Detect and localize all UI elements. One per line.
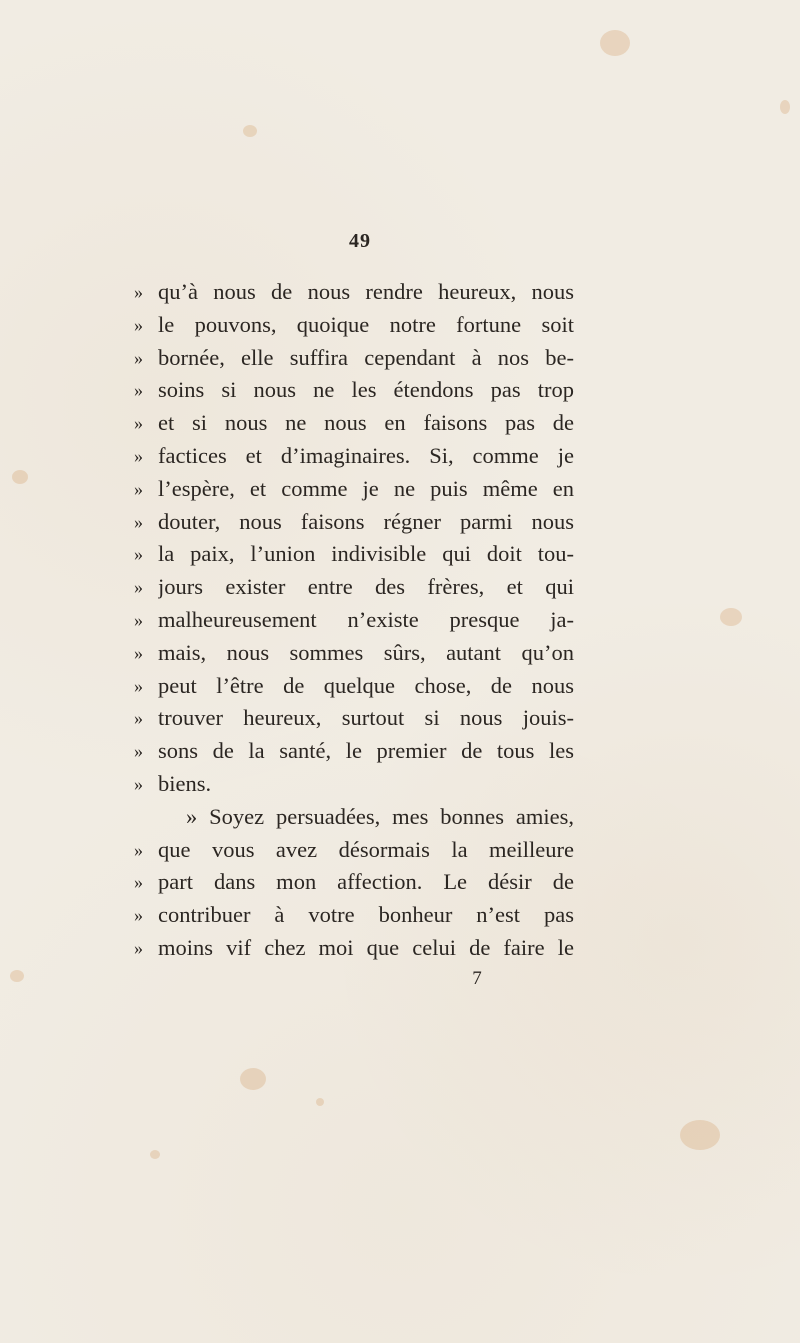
text-line bbox=[134, 407, 574, 440]
quote-mark: » bbox=[134, 905, 143, 926]
line-text: et si nous ne nous en faisons pas de bbox=[158, 410, 574, 436]
quote-mark: » bbox=[134, 413, 143, 434]
quote-mark: » bbox=[134, 511, 143, 532]
text-line bbox=[134, 670, 574, 703]
text-line bbox=[134, 506, 574, 539]
quote-mark: » bbox=[134, 347, 143, 368]
foxing-spot bbox=[243, 125, 257, 137]
page-number: 49 bbox=[349, 230, 371, 252]
line-text: biens. bbox=[158, 770, 212, 796]
line-text: le pouvons, quoique notre fortune soit bbox=[158, 311, 574, 337]
line-text: la paix, l’union indivisible qui doit tou- bbox=[158, 541, 574, 567]
line-text: trouver heureux, surtout si nous jouis- bbox=[158, 705, 574, 731]
text-line bbox=[134, 342, 574, 375]
line-text: douter, nous faisons régner parmi nous bbox=[158, 508, 574, 534]
text-line bbox=[134, 899, 574, 932]
quote-mark: » bbox=[134, 478, 143, 499]
quote-mark: » bbox=[134, 445, 143, 466]
foxing-spot bbox=[600, 30, 630, 56]
foxing-spot bbox=[680, 1120, 720, 1150]
line-text: moins vif chez moi que celui de faire le bbox=[158, 934, 574, 960]
text-line bbox=[134, 538, 574, 571]
line-text: que vous avez désormais la meilleure bbox=[158, 836, 574, 862]
text-line bbox=[134, 276, 574, 309]
quote-mark bbox=[134, 801, 158, 834]
line-text: part dans mon affection. Le désir de bbox=[158, 869, 574, 895]
quote-mark: » bbox=[134, 773, 143, 794]
line-text: soins si nous ne les étendons pas trop bbox=[158, 377, 574, 403]
text-line bbox=[134, 834, 574, 867]
line-text: l’espère, et comme je ne puis même en bbox=[158, 475, 574, 501]
text-line bbox=[134, 866, 574, 899]
line-text: factices et d’imaginaires. Si, comme je bbox=[158, 442, 574, 468]
line-text: mais, nous sommes sûrs, autant qu’on bbox=[158, 639, 574, 665]
quote-mark: » bbox=[134, 544, 143, 565]
foxing-spot bbox=[316, 1098, 324, 1106]
quote-mark: » bbox=[134, 741, 143, 762]
quote-mark: » bbox=[134, 380, 143, 401]
line-text: peut l’être de quelque chose, de nous bbox=[158, 672, 574, 698]
quote-mark: » bbox=[134, 314, 143, 335]
foxing-spot bbox=[240, 1068, 266, 1090]
quote-mark: » bbox=[134, 609, 143, 630]
text-line bbox=[134, 768, 574, 801]
signature-mark: 7 bbox=[472, 968, 482, 989]
text-line bbox=[134, 309, 574, 342]
line-text: malheureusement n’existe presque ja- bbox=[158, 606, 574, 632]
text-line bbox=[134, 637, 574, 670]
foxing-spot bbox=[720, 608, 742, 626]
line-text: sons de la santé, le premier de tous les bbox=[158, 738, 574, 764]
paragraph-start-line bbox=[134, 801, 574, 834]
quote-mark: » bbox=[134, 282, 143, 302]
text-line bbox=[134, 702, 574, 735]
text-line bbox=[134, 440, 574, 473]
text-line bbox=[134, 604, 574, 637]
quote-mark: » bbox=[134, 839, 143, 860]
foxing-spot bbox=[12, 470, 28, 484]
quote-mark: » bbox=[134, 675, 143, 696]
foxing-spot bbox=[150, 1150, 160, 1159]
text-line bbox=[134, 735, 574, 768]
text-line bbox=[134, 374, 574, 407]
text-line bbox=[134, 571, 574, 604]
quote-mark: » bbox=[134, 708, 143, 729]
text-line bbox=[134, 932, 574, 965]
text-line bbox=[134, 473, 574, 506]
line-text: » Soyez persuadées, mes bonnes amies, bbox=[186, 803, 574, 829]
line-text: jours exister entre des frères, et qui bbox=[158, 574, 574, 600]
line-text: bornée, elle suffira cependant à nos be- bbox=[158, 344, 574, 370]
quote-mark: » bbox=[134, 642, 143, 663]
quote-mark: » bbox=[134, 577, 143, 598]
body-text bbox=[134, 276, 574, 965]
line-text: contribuer à votre bonheur n’est pas bbox=[158, 902, 574, 928]
foxing-spot bbox=[10, 970, 24, 982]
quote-mark: » bbox=[134, 937, 143, 958]
quote-mark: » bbox=[134, 872, 143, 893]
foxing-spot bbox=[780, 100, 790, 114]
line-text: qu’à nous de nous rendre heureux, nous bbox=[158, 279, 574, 304]
